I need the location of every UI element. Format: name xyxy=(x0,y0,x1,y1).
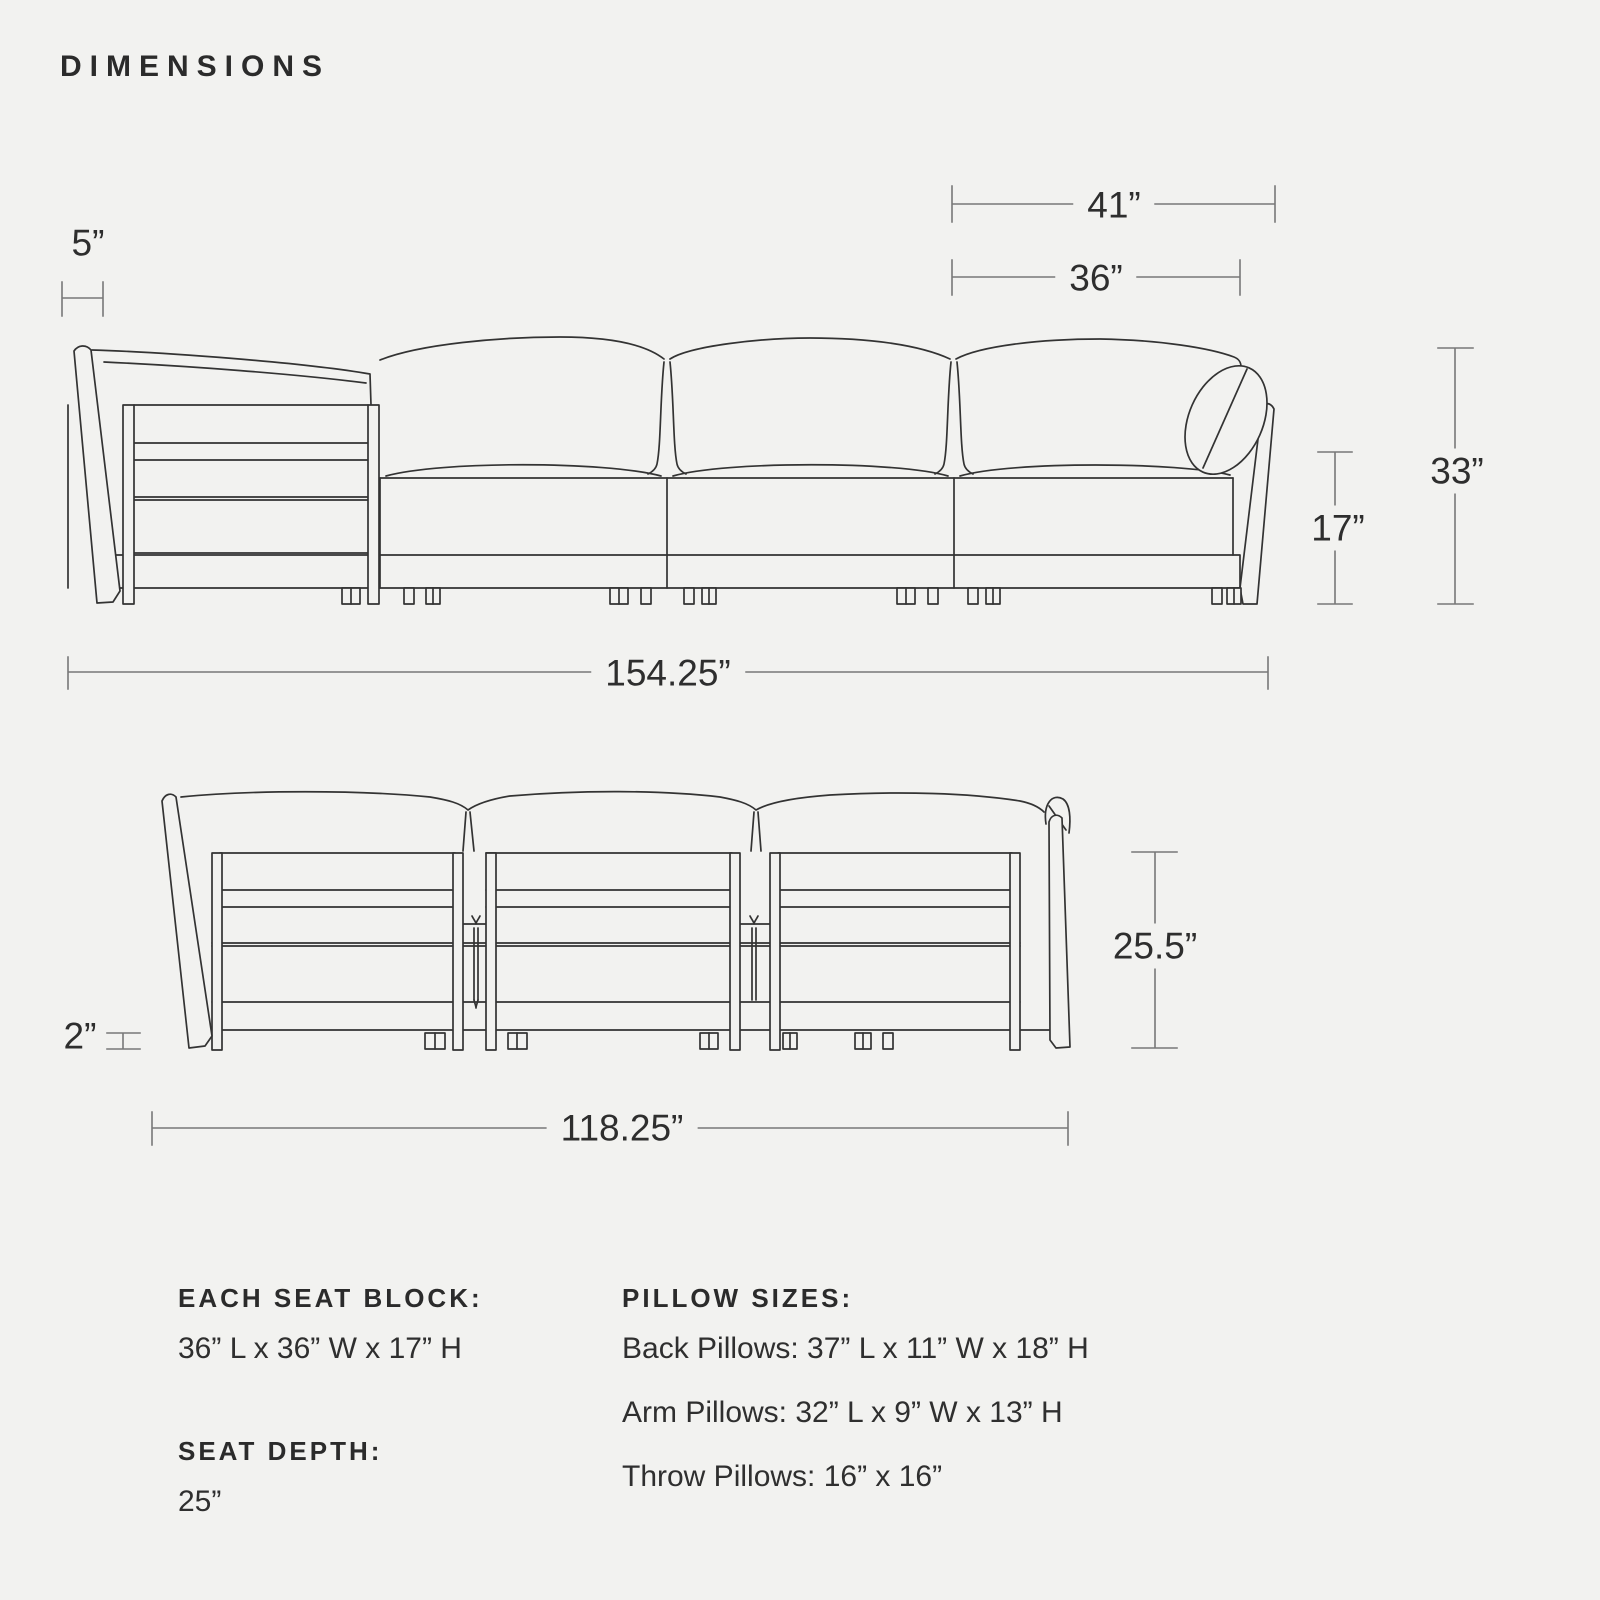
dim-label-seat-height: 17” xyxy=(1297,506,1378,551)
dim-label-seat-plus-arm-width: 41” xyxy=(1073,183,1154,228)
back-pillows-value: Back Pillows: 37” L x 11” W x 18” H xyxy=(622,1332,1089,1365)
sofa-side-view-drawing xyxy=(68,337,1283,604)
throw-pillows-value: Throw Pillows: 16” x 16” xyxy=(622,1460,943,1493)
spec-column-right xyxy=(622,1283,1182,1524)
seat-block-value: 36” L x 36” W x 17” H xyxy=(178,1332,462,1365)
dim-label-foot-height: 2” xyxy=(58,1014,103,1059)
seat-depth-value: 25” xyxy=(178,1485,222,1518)
seat-block-header: EACH SEAT BLOCK: xyxy=(178,1283,483,1313)
dim-label-overall-height: 33” xyxy=(1416,449,1497,494)
spec-column-left xyxy=(178,1283,598,1545)
dim-label-overall-width: 154.25” xyxy=(591,651,745,696)
seat-depth-header: SEAT DEPTH: xyxy=(178,1436,383,1466)
dim-label-arm-width: 5” xyxy=(66,221,111,266)
page-title: DIMENSIONS xyxy=(60,50,331,83)
arm-pillows-value: Arm Pillows: 32” L x 9” W x 13” H xyxy=(622,1396,1063,1429)
dim-label-back-height: 25.5” xyxy=(1099,924,1211,969)
dim-label-back-overall-width: 118.25” xyxy=(547,1106,698,1151)
sofa-back-view-drawing xyxy=(162,792,1070,1050)
dim-label-seat-width: 36” xyxy=(1055,256,1136,301)
pillow-sizes-header: PILLOW SIZES: xyxy=(622,1283,854,1313)
